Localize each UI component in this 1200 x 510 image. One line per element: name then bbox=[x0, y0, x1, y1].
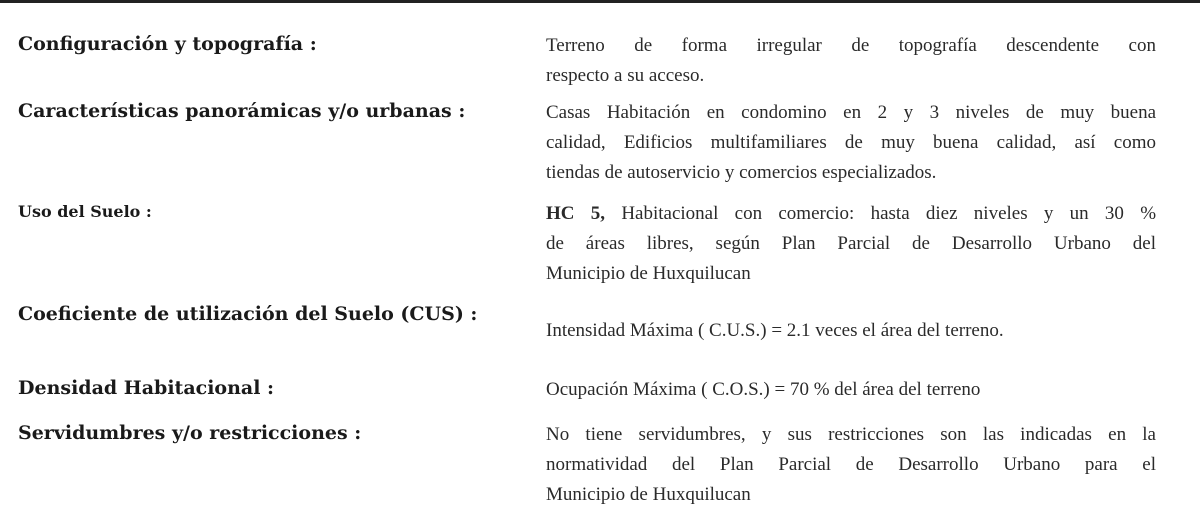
value-line: tiendas de autoservicio y comercios especializados. bbox=[546, 162, 937, 183]
value-line: Intensidad Máxima ( C.U.S.) = 2.1 veces el área del terreno. bbox=[546, 320, 1004, 341]
label-densidad-habitacional: Densidad Habitacional : bbox=[18, 377, 275, 399]
value-line: Municipio de Huxquilucan bbox=[546, 263, 751, 284]
value-line: No tiene servidumbres, y sus restricciones son las indicadas en la bbox=[546, 424, 1156, 445]
value-line: Municipio de Huxquilucan bbox=[546, 484, 751, 505]
value-line-text: Habitacional con comercio: hasta diez niveles y un 30 % bbox=[621, 203, 1157, 224]
value-uso-del-suelo bbox=[546, 199, 1156, 289]
value-line: Ocupación Máxima ( C.O.S.) = 70 % del área del terreno bbox=[546, 379, 981, 400]
value-caracteristicas-panoramicas bbox=[546, 98, 1156, 188]
label-caracteristicas-panoramicas: Características panorámicas y/o urbanas : bbox=[18, 100, 466, 122]
value-line bbox=[546, 199, 1156, 229]
value-line: normatividad del Plan Parcial de Desarrollo Urbano para el bbox=[546, 454, 1156, 475]
value-line: Terreno de forma irregular de topografía descendente con bbox=[546, 35, 1156, 56]
label-servidumbres-restricciones: Servidumbres y/o restricciones : bbox=[18, 422, 362, 444]
value-line: calidad, Edificios multifamiliares de muy buena calidad, así como bbox=[546, 132, 1156, 153]
label-uso-del-suelo: Uso del Suelo : bbox=[18, 202, 152, 221]
label-configuracion-topografia: Configuración y topografía : bbox=[18, 33, 317, 55]
value-coeficiente-utilizacion bbox=[546, 316, 1156, 346]
value-servidumbres-restricciones bbox=[546, 420, 1156, 510]
value-configuracion-topografia bbox=[546, 31, 1156, 91]
value-line: de áreas libres, según Plan Parcial de Desarrollo Urbano del bbox=[546, 233, 1156, 254]
zoning-code: HC 5, bbox=[546, 203, 606, 224]
top-border-rule bbox=[0, 0, 1200, 3]
value-line: Casas Habitación en condomino en 2 y 3 niveles de muy buena bbox=[546, 102, 1156, 123]
value-densidad-habitacional bbox=[546, 375, 1156, 405]
value-line: respecto a su acceso. bbox=[546, 65, 705, 86]
label-coeficiente-utilizacion: Coeficiente de utilización del Suelo (CUS) : bbox=[18, 303, 478, 325]
